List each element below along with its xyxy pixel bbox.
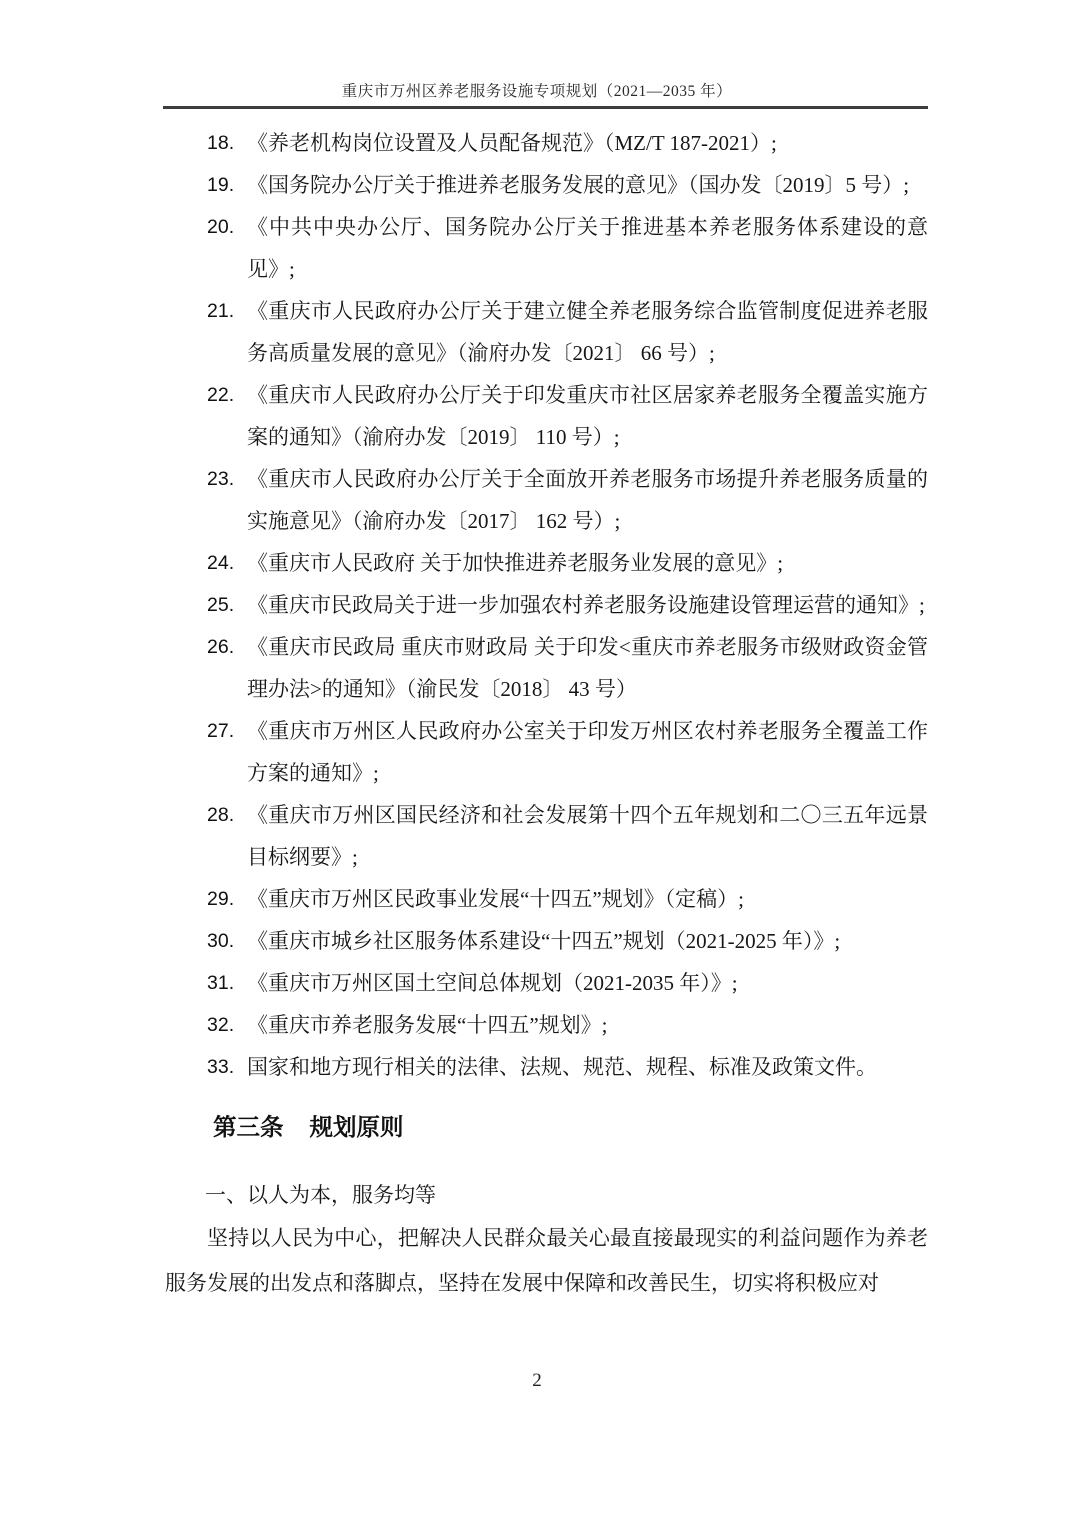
reference-item xyxy=(165,794,928,878)
reference-item xyxy=(165,374,928,458)
running-header-title: 重庆市万州区养老服务设施专项规划（2021—2035 年） xyxy=(341,83,733,100)
reference-item-number: 30. xyxy=(207,930,235,952)
reference-item-number: 25. xyxy=(207,594,235,616)
reference-item-text: 《重庆市人民政府办公厅关于印发重庆市社区居家养老服务全覆盖实施方案的通知》（渝府办发〔2019〕 110 号）; xyxy=(247,383,928,449)
reference-item-number: 24. xyxy=(207,552,235,574)
reference-item-text: 《养老机构岗位设置及人员配备规范》（MZ/T 187-2021）; xyxy=(247,131,777,155)
section-number: 第三条 xyxy=(213,1114,284,1140)
reference-item-number: 29. xyxy=(207,888,235,910)
reference-item xyxy=(165,710,928,794)
reference-item xyxy=(165,164,928,206)
reference-item-number: 20. xyxy=(207,216,235,238)
reference-item-text: 《国务院办公厅关于推进养老服务发展的意见》（国办发〔2019〕5 号）; xyxy=(247,173,910,197)
body-paragraph: 坚持以人民为中心，把解决人民群众最关心最直接最现实的利益问题作为养老服务发展的出发点和落脚点，坚持在发展中保障和改善民生，切实将积极应对 xyxy=(165,1226,928,1295)
page-number: 2 xyxy=(532,1370,542,1391)
reference-item-number: 31. xyxy=(207,972,235,994)
reference-item xyxy=(165,878,928,920)
reference-item-text: 《重庆市城乡社区服务体系建设“十四五”规划（2021-2025 年）》; xyxy=(247,929,841,953)
reference-item-text: 《重庆市人民政府办公厅关于全面放开养老服务市场提升养老服务质量的实施意见》（渝府办发〔2017〕 162 号）; xyxy=(247,467,928,533)
document-content xyxy=(165,122,928,1306)
reference-item xyxy=(165,122,928,164)
reference-item-text: 《重庆市人民政府办公厅关于建立健全养老服务综合监管制度促进养老服务高质量发展的意见》（渝府办发〔2021〕 66 号）; xyxy=(247,299,928,365)
reference-item-text: 《重庆市人民政府 关于加快推进养老服务业发展的意见》; xyxy=(247,551,784,575)
reference-item xyxy=(165,542,928,584)
header-divider-rule xyxy=(163,106,928,109)
reference-item-number: 22. xyxy=(207,384,235,406)
reference-list xyxy=(165,122,928,1088)
reference-item xyxy=(165,626,928,710)
reference-item xyxy=(165,206,928,290)
reference-item-number: 27. xyxy=(207,720,235,742)
reference-item xyxy=(165,1004,928,1046)
reference-item-text: 《重庆市养老服务发展“十四五”规划》; xyxy=(247,1013,608,1037)
reference-item xyxy=(165,962,928,1004)
section-heading xyxy=(165,1112,928,1142)
reference-item xyxy=(165,920,928,962)
reference-item-number: 23. xyxy=(207,468,235,490)
reference-item-text: 《重庆市万州区人民政府办公室关于印发万州区农村养老服务全覆盖工作方案的通知》; xyxy=(247,719,928,785)
reference-item-text: 《重庆市万州区国土空间总体规划（2021-2035 年）》; xyxy=(247,971,738,995)
reference-item-text: 国家和地方现行相关的法律、法规、规范、规程、标准及政策文件。 xyxy=(247,1055,877,1079)
reference-item-text: 《重庆市万州区民政事业发展“十四五”规划》（定稿）; xyxy=(247,887,744,911)
reference-item-text: 《重庆市民政局关于进一步加强农村养老服务设施建设管理运营的通知》; xyxy=(247,593,925,617)
reference-item-number: 33. xyxy=(207,1056,235,1078)
reference-item-text: 《重庆市万州区国民经济和社会发展第十四个五年规划和二〇三五年远景目标纲要》; xyxy=(247,803,928,869)
reference-item-number: 32. xyxy=(207,1014,235,1036)
subsection-heading: 一、以人为本，服务均等 xyxy=(205,1183,436,1207)
reference-item-number: 18. xyxy=(207,132,235,154)
reference-item xyxy=(165,584,928,626)
reference-item-number: 21. xyxy=(207,300,235,322)
reference-item xyxy=(165,458,928,542)
reference-item-number: 19. xyxy=(207,174,235,196)
section-title: 规划原则 xyxy=(309,1114,404,1140)
reference-item-text: 《中共中央办公厅、国务院办公厅关于推进基本养老服务体系建设的意见》; xyxy=(247,215,928,281)
reference-item-number: 26. xyxy=(207,636,235,658)
reference-item-number: 28. xyxy=(207,804,235,826)
reference-item xyxy=(165,1046,928,1088)
reference-item-text: 《重庆市民政局 重庆市财政局 关于印发<重庆市养老服务市级财政资金管理办法>的通知》（渝民发〔2018〕 43 号） xyxy=(247,635,928,701)
reference-item xyxy=(165,290,928,374)
